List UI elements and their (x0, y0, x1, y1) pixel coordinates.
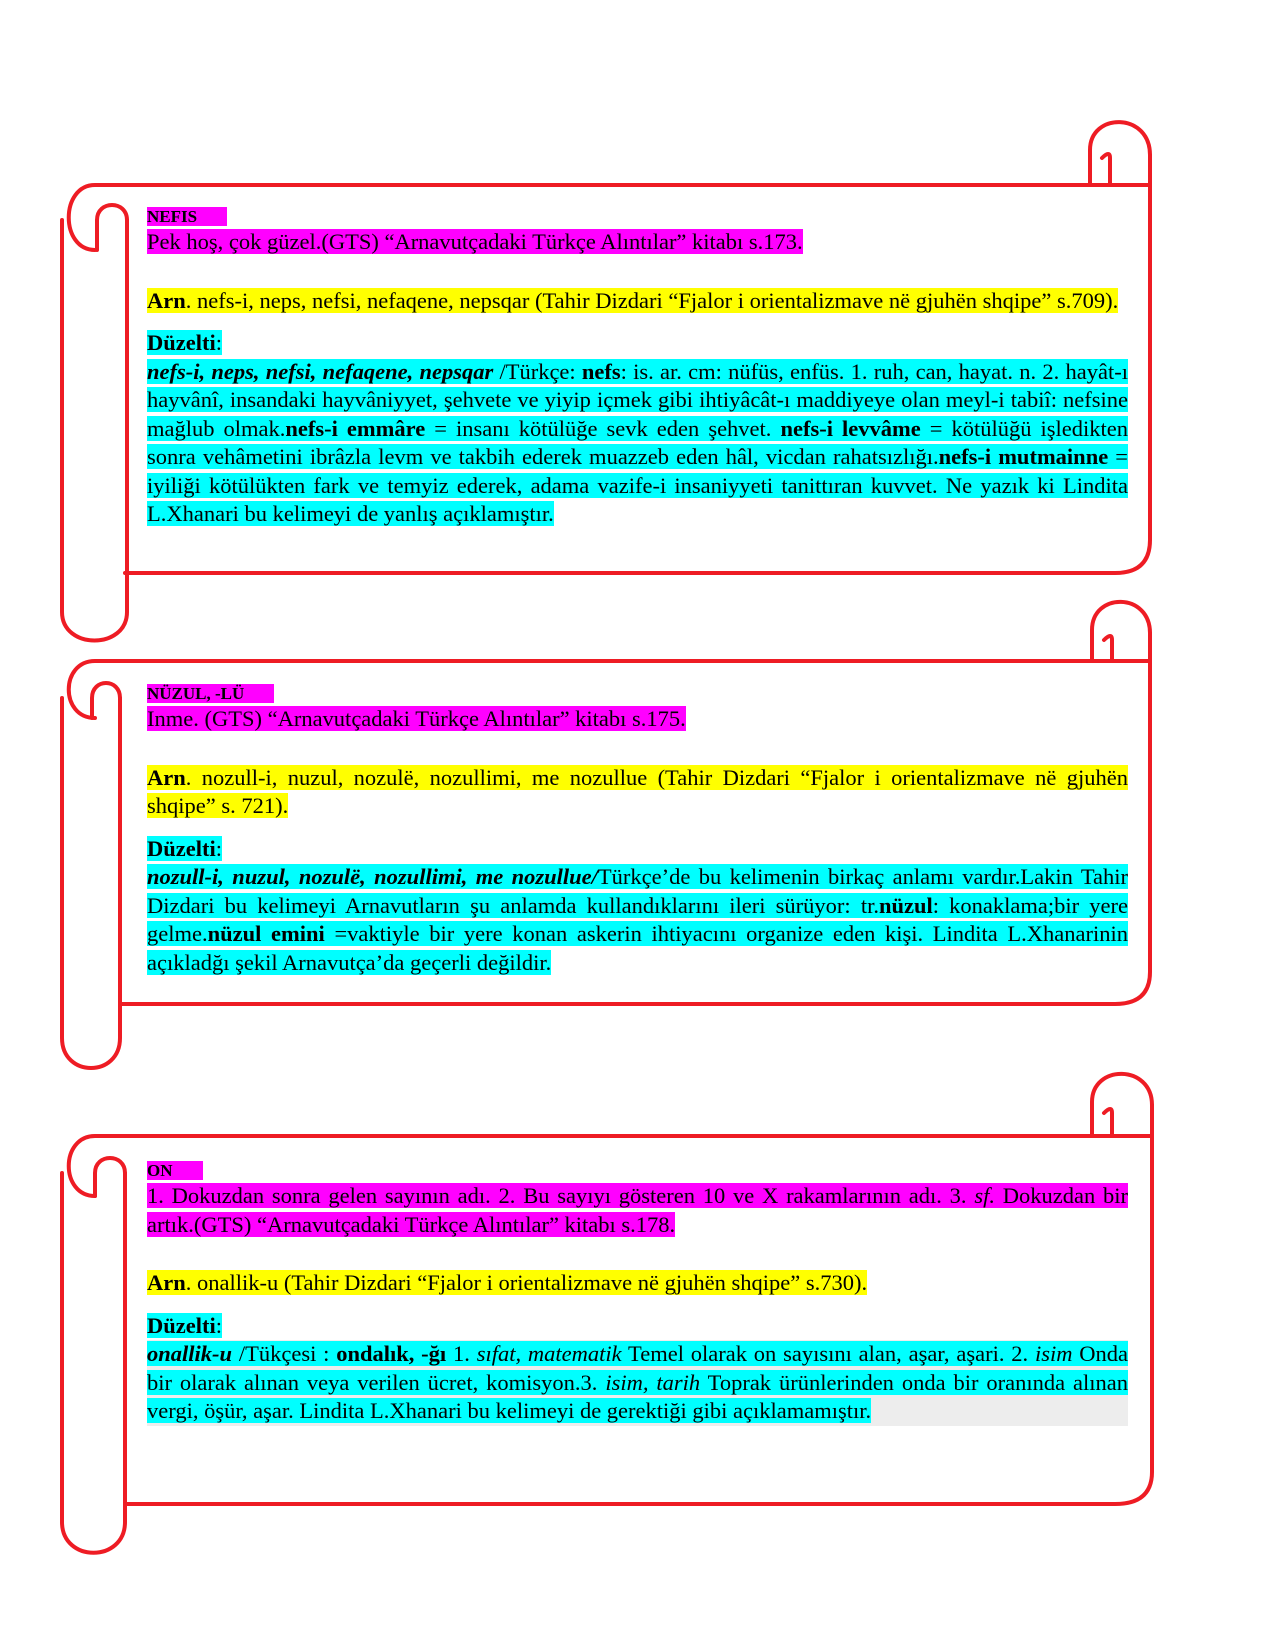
term: nefs-i levvâme (780, 415, 921, 441)
headword-text: ON (147, 1161, 203, 1180)
term: nefs (581, 358, 621, 384)
duzelti-label: Düzelti (147, 1312, 216, 1338)
entry-nuzul (147, 683, 1128, 977)
duzelti-label: Düzelti (147, 835, 216, 861)
arn-text: . onallik-u (Tahir Dizdari “Fjalor i orientalizmave në gjuhën shqipe” s.730). (185, 1270, 868, 1295)
definition-text: 1. Dokuzdan sonra gelen sayının adı. 2. Bu sayıyı gösteren 10 ve X rakamlarının adı. 3. sf. Dokuzdan bir artık.(GTS) “Arnavutçadaki Türkçe Alıntılar” kitabı s.178. (147, 1183, 1128, 1237)
term: ondalık, -ğı (336, 1341, 447, 1366)
arn-text: . nefs-i, neps, nefsi, nefaqene, nepsqar (Tahir Dizdari “Fjalor i orientalizmave në gjuhën shqipe” s.709). (185, 287, 1119, 313)
definition-text: Pek hoş, çok güzel.(GTS) “Arnavutçadaki Türkçe Alıntılar” kitabı s.173. (147, 229, 803, 254)
definition-text: Inme. (GTS) “Arnavutçadaki Türkçe Alıntılar” kitabı s.175. (147, 706, 686, 731)
term: nüzul emini (207, 921, 325, 946)
arn-paragraph (147, 1269, 1128, 1298)
definition (147, 228, 1128, 257)
term: nüzul (878, 892, 933, 918)
duzelti-heading: Düzelti: (147, 330, 222, 355)
duzelti-text: nefs-i, neps, nefsi, nefaqene, nepsqar /Türkçe: nefs: is. ar. cm: nüfüs, enfüs. 1. ruh, can, hayat. n. 2. hayât-ı hayvânî, insandaki hayvâniyyet, şehvete ve yiyip içmek gibi ihtiyâcât-ı maddiyeye olan meyl-i tabiî: nefsine mağlub olmak.nefs-i emmâre = insanı kötülüğe sevk eden şehvet. nefs-i levvâme = kötülüğü işledikten sonra vehâmetini ibrâzla levm ve takbih ederek muazzeb eden hâl, vicdan rahatsızlığı.nefs-i mutmainne = iyiliği kötülükten fark ve temyiz ederek, adama vazife-i insaniyyeti tanittıran kuvvet. Ne yazık ki Lindita L.Xhanari bu kelimeyi de yanlış açıklamıştır. (147, 358, 1128, 526)
headword (147, 1160, 1128, 1182)
term: nefs-i mutmainne (938, 444, 1109, 469)
arn-text: . nozull-i, nuzul, nozulë, nozullimi, me nozullue (Tahir Dizdari “Fjalor i orientalizmave në gjuhën shqipe” s. 721). (147, 764, 1128, 818)
arn-label: Arn (147, 287, 186, 313)
arn-paragraph (147, 764, 1128, 821)
correction-forms: onallik-u (147, 1341, 233, 1366)
duzelti-label: Düzelti (147, 330, 216, 355)
definition (147, 705, 1128, 734)
headword (147, 206, 1128, 228)
correction-forms: nozull-i, nuzul, nozulë, nozullimi, me nozullue/ (147, 864, 598, 889)
duzelti-text: onallik-u /Tükçesi : ondalık, -ğı 1. sıfat, matematik Temel olarak on sayısını alan, aşar, aşari. 2. isim Onda bir olarak alınan veya verilen ücret, komisyon.3. isim, tarih Toprak ürünlerinden onda bir oranında alınan vergi, öşür, aşar. Lindita L.Xhanari bu kelimeyi de gerektiği gibi açıklamamıştır. (147, 1340, 1128, 1426)
entry-nefis (147, 206, 1128, 529)
correction-forms: nefs-i, neps, nefsi, nefaqene, nepsqar (147, 358, 494, 384)
headword-text: NEFIS (147, 207, 227, 226)
arn-paragraph (147, 287, 1128, 316)
definition (147, 1182, 1128, 1239)
term: nefs-i emmâre (285, 415, 426, 441)
duzelti-heading: Düzelti: (147, 835, 222, 861)
duzelti-text: nozull-i, nuzul, nozulë, nozullimi, me nozullue/Türkçe’de bu kelimenin birkaç anlamı vardır.Lakin Tahir Dizdari bu kelimeyi Arnavutların şu anlamda kullandıklarını ileri sürüyor: tr.nüzul: konaklama;bir yere gelme.nüzul emini =vaktiyle bir yere konan askerin ihtiyacını organize eden kişi. Lindita L.Xhanarinin açıkladğı şekil Arnavutça’da geçerli değildir. (147, 864, 1128, 975)
duzelti-heading: Düzelti: (147, 1312, 222, 1338)
headword-text: NÜZUL, -LÜ (147, 684, 274, 703)
entry-on (147, 1160, 1128, 1426)
arn-label: Arn (147, 1270, 186, 1295)
headword (147, 683, 1128, 705)
arn-label: Arn (147, 764, 186, 790)
